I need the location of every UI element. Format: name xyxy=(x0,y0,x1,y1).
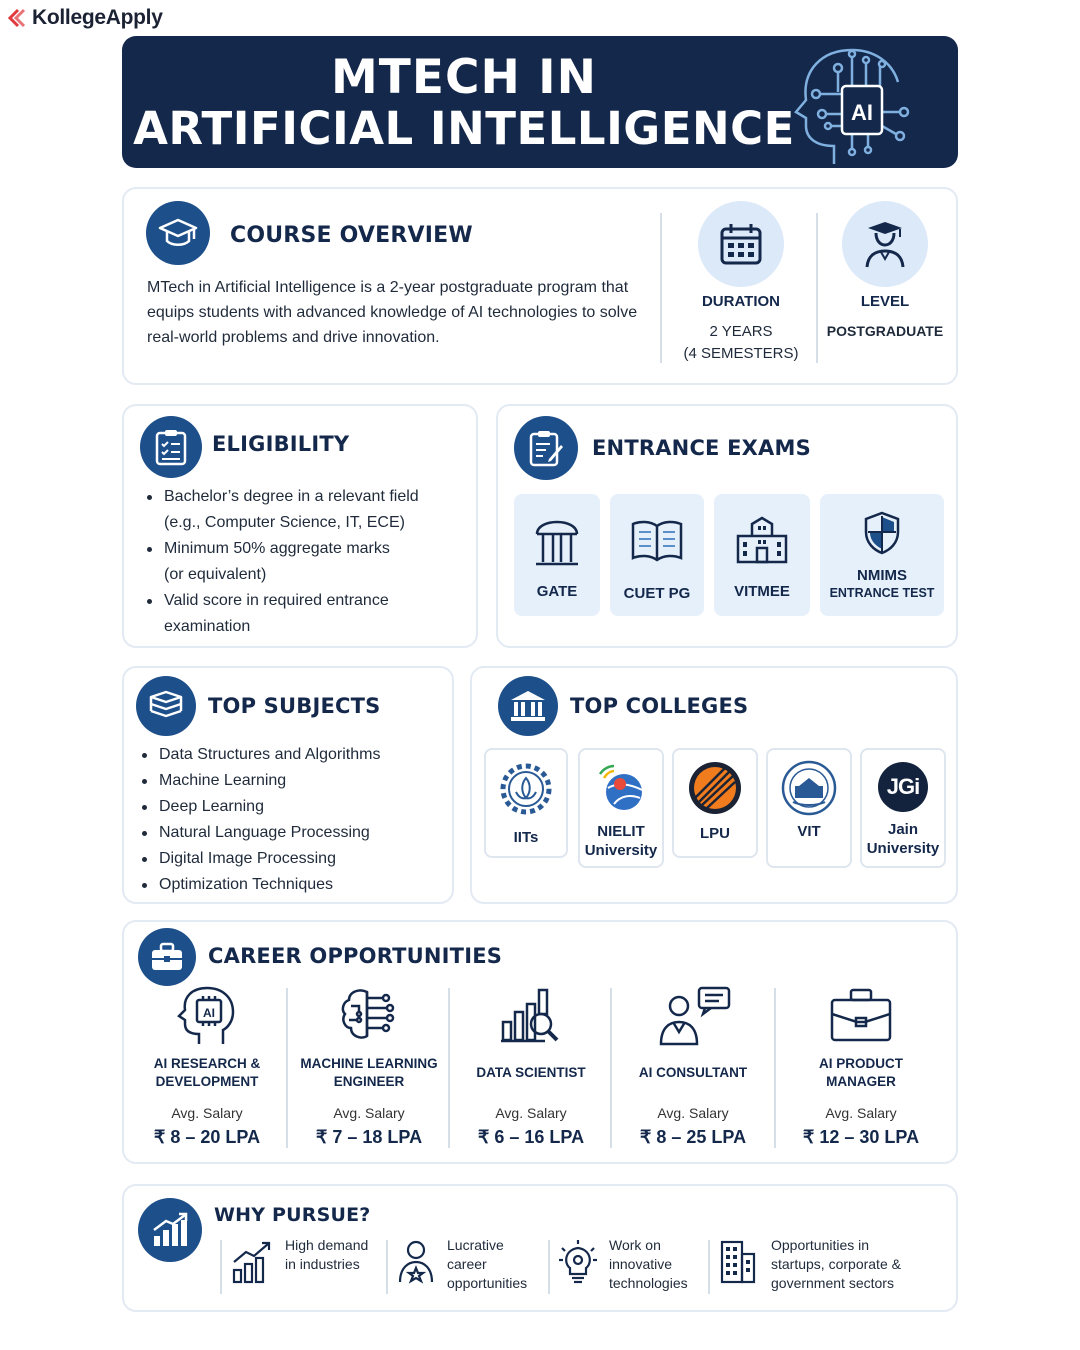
career-role: AI CONSULTANT xyxy=(638,1065,748,1080)
eligibility-list xyxy=(144,484,464,640)
graduate-person-icon xyxy=(862,219,908,269)
exams-icon-circle xyxy=(514,416,578,480)
college-label: LPU xyxy=(700,825,730,842)
ai-badge-small: AI xyxy=(203,1006,215,1020)
why-pursue-card xyxy=(122,1184,958,1312)
subjects-icon-circle xyxy=(136,676,196,736)
consultant-chat-icon xyxy=(653,984,733,1048)
career-item-ml-engineer xyxy=(288,984,450,1148)
institution-icon xyxy=(509,689,547,723)
list-item: Bachelor’s degree in a relevant field (e.g., Computer Science, IT, ECE) xyxy=(144,484,464,536)
career-salary: ₹ 7 – 18 LPA xyxy=(315,1127,423,1147)
shield-icon xyxy=(862,510,902,556)
why-divider xyxy=(708,1240,710,1294)
top-colleges-card xyxy=(470,666,958,904)
exam-label: VITMEE xyxy=(734,583,790,600)
college-tile-lpu[interactable] xyxy=(672,748,758,858)
level-value: POSTGRADUATE xyxy=(826,323,944,339)
top-subjects-card xyxy=(122,666,454,904)
globe-signal-icon xyxy=(594,760,648,814)
career-item-ai-research xyxy=(126,984,288,1148)
list-item: Valid score in required entrance examination xyxy=(144,588,464,640)
career-divider xyxy=(774,988,776,1148)
why-item-demand: High demand in industries xyxy=(285,1237,369,1272)
career-item-data-scientist xyxy=(450,984,612,1148)
brand-logo xyxy=(6,6,163,30)
why-item-lucrative: Lucrative career opportunities xyxy=(447,1237,528,1291)
duration-value-years: 2 YEARS xyxy=(709,323,773,340)
college-label: Jain xyxy=(887,821,918,838)
exam-tile-cuet[interactable] xyxy=(610,494,704,616)
college-sublabel: University xyxy=(866,840,940,857)
clipboard-check-icon xyxy=(154,428,188,466)
college-label: VIT xyxy=(797,823,821,840)
list-item: Deep Learning xyxy=(139,794,439,820)
course-overview-card xyxy=(122,187,958,385)
college-tile-jain[interactable] xyxy=(860,748,946,868)
building-columns-icon xyxy=(534,514,580,568)
growth-chart-icon xyxy=(151,1212,189,1248)
jain-logo-text: JGi xyxy=(886,774,920,799)
brand-chevron-icon xyxy=(6,7,28,29)
list-item: Minimum 50% aggregate marks (or equivalent) xyxy=(144,536,464,588)
why-icon-circle xyxy=(138,1198,202,1262)
list-item: Machine Learning xyxy=(139,768,439,794)
subjects-title: TOP SUBJECTS xyxy=(208,694,381,718)
career-avg-label: Avg. Salary xyxy=(657,1105,729,1121)
exam-label: GATE xyxy=(536,583,578,600)
list-item: Optimization Techniques xyxy=(139,872,439,898)
level-label: LEVEL xyxy=(860,293,910,310)
college-tile-iits[interactable] xyxy=(484,748,568,858)
lpu-emblem-icon xyxy=(687,760,743,816)
career-salary: ₹ 6 – 16 LPA xyxy=(477,1127,585,1147)
list-item: Data Structures and Algorithms xyxy=(139,742,439,768)
career-salary: ₹ 8 – 20 LPA xyxy=(153,1127,261,1147)
colleges-title: TOP COLLEGES xyxy=(570,694,749,718)
why-divider xyxy=(220,1240,222,1294)
career-role: MACHINE LEARNING ENGINEER xyxy=(300,1056,438,1089)
why-item-innovative: Work on innovative technologies xyxy=(609,1237,688,1291)
career-item-ai-product-manager xyxy=(780,984,942,1148)
college-tile-nielit[interactable] xyxy=(578,748,664,868)
exam-label: CUET PG xyxy=(623,585,691,602)
career-icon-circle xyxy=(138,928,196,986)
bar-growth-icon xyxy=(232,1240,272,1284)
career-avg-label: Avg. Salary xyxy=(333,1105,405,1121)
exam-tile-nmims[interactable] xyxy=(820,494,944,616)
entrance-exams-card xyxy=(496,404,958,648)
college-label: IITs xyxy=(513,829,539,846)
career-salary: ₹ 8 – 25 LPA xyxy=(639,1127,747,1147)
career-item-ai-consultant xyxy=(612,984,774,1148)
exam-sublabel: ENTRANCE TEST xyxy=(829,586,935,600)
list-item: Natural Language Processing xyxy=(139,820,439,846)
clipboard-pen-icon xyxy=(528,429,564,467)
career-avg-label: Avg. Salary xyxy=(825,1105,897,1121)
briefcase-outline-icon xyxy=(829,984,893,1048)
eligibility-title: ELIGIBILITY xyxy=(212,432,350,456)
lightbulb-gear-icon xyxy=(558,1238,598,1286)
page-title-line2: ARTIFICIAL INTELLIGENCE xyxy=(133,102,795,155)
eligibility-card xyxy=(122,404,478,648)
exam-tile-gate[interactable] xyxy=(514,494,600,616)
exam-tile-vitmee[interactable] xyxy=(714,494,810,616)
why-divider xyxy=(548,1240,550,1294)
page-title-line1: MTECH IN xyxy=(331,50,597,105)
graduation-cap-icon xyxy=(158,215,198,251)
career-role: AI RESEARCH & DEVELOPMENT xyxy=(153,1056,261,1089)
duration-icon-circle xyxy=(698,201,784,287)
college-tile-vit[interactable] xyxy=(766,748,852,868)
career-role: DATA SCIENTIST xyxy=(476,1065,586,1080)
list-item: Digital Image Processing xyxy=(139,846,439,872)
campus-building-icon xyxy=(734,516,790,566)
stacked-books-icon xyxy=(148,689,184,723)
college-sublabel: University xyxy=(584,842,658,859)
subjects-list xyxy=(139,742,439,898)
overview-divider-1 xyxy=(660,213,662,363)
header-banner xyxy=(122,36,958,168)
gear-lotus-icon xyxy=(499,762,553,816)
why-item-opportunities: Opportunities in startups, corporate & government sectors xyxy=(771,1237,901,1291)
person-star-icon xyxy=(396,1238,436,1286)
colleges-icon-circle xyxy=(498,676,558,736)
college-label: NIELIT xyxy=(597,823,645,840)
overview-icon-circle xyxy=(146,201,210,265)
why-divider xyxy=(386,1240,388,1294)
career-title: CAREER OPPORTUNITIES xyxy=(208,944,503,968)
bar-chart-magnifier-icon xyxy=(499,984,563,1048)
calendar-icon xyxy=(718,221,764,267)
vit-seal-icon xyxy=(781,760,837,816)
career-opportunities-card xyxy=(122,920,958,1164)
overview-title: COURSE OVERVIEW xyxy=(230,223,473,248)
duration-value-semesters: (4 SEMESTERS) xyxy=(683,345,799,362)
career-avg-label: Avg. Salary xyxy=(171,1105,243,1121)
level-icon-circle xyxy=(842,201,928,287)
eligibility-icon-circle xyxy=(140,416,202,478)
exam-label: NMIMS xyxy=(857,567,907,584)
duration-label: DURATION xyxy=(701,293,781,310)
brain-circuit-icon xyxy=(337,984,401,1048)
exams-title: ENTRANCE EXAMS xyxy=(592,436,811,460)
overview-text: MTech in Artificial Intelligence is a 2-year postgraduate program that equips students with advanced knowledge of AI technologies to solve real-world problems and drive innovation. xyxy=(147,279,638,346)
jain-logo xyxy=(878,762,928,812)
open-book-icon xyxy=(630,518,684,564)
career-role: AI PRODUCT MANAGER xyxy=(819,1056,903,1089)
brand-name: KollegeApply xyxy=(32,6,163,29)
office-building-icon xyxy=(718,1238,758,1286)
why-title: WHY PURSUE? xyxy=(214,1204,371,1226)
briefcase-icon xyxy=(149,942,185,972)
career-salary: ₹ 12 – 30 LPA xyxy=(802,1127,920,1147)
overview-divider-2 xyxy=(816,213,818,363)
career-avg-label: Avg. Salary xyxy=(495,1105,567,1121)
ai-badge-text: AI xyxy=(851,100,873,125)
